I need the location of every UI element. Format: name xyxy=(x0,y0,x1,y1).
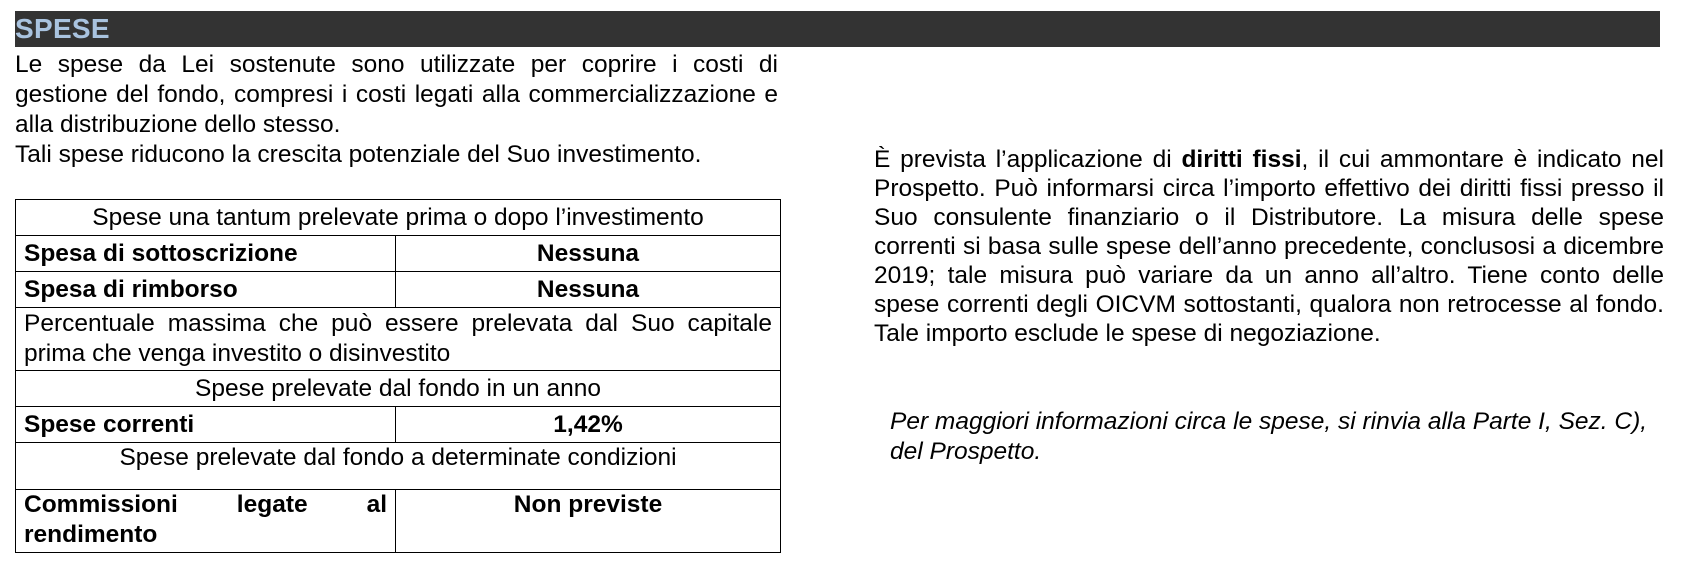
table-row xyxy=(16,407,781,443)
table-row xyxy=(16,272,781,308)
subscription-fee-label: Spesa di sottoscrizione xyxy=(16,236,396,272)
fees-table xyxy=(15,199,781,553)
table-row xyxy=(16,236,781,272)
one-off-fees-header: Spese una tantum prelevate prima o dopo l’investimento xyxy=(16,200,781,236)
ongoing-charges-label: Spese correnti xyxy=(16,407,396,443)
table-row xyxy=(16,308,781,371)
section-title: SPESE xyxy=(15,13,110,44)
table-row xyxy=(16,490,781,553)
table-row xyxy=(16,443,781,490)
performance-fee-label: Commissioni legate al rendimento xyxy=(16,490,396,553)
redemption-fee-value: Nessuna xyxy=(396,272,781,308)
conditional-fees-header: Spese prelevate dal fondo a determinate condizioni xyxy=(16,443,781,490)
max-percentage-note: Percentuale massima che può essere prelevata dal Suo capitale prima che venga investito o disinvestito xyxy=(16,308,781,371)
performance-fee-value: Non previste xyxy=(396,490,781,553)
redemption-fee-label: Spesa di rimborso xyxy=(16,272,396,308)
annual-fees-header: Spese prelevate dal fondo in un anno xyxy=(16,371,781,407)
fixed-fees-intro: È prevista l’applicazione di xyxy=(874,146,1182,173)
intro-text xyxy=(15,50,778,170)
fixed-fees-details: , il cui ammontare è indicato nel Prospetto. Può informarsi circa l’importo effettivo dei diritti fissi presso il Suo consulente finanziario o il Distributore. La misura delle spese correnti si basa sulle spese dell’anno precedente, conclusosi a dicembre 2019; tale misura può variare da un anno all’altro. Tiene conto delle spese correnti degli OICVM sottostanti, qualora non retrocesse al fondo. Tale importo esclude le spese di negoziazione. xyxy=(874,146,1664,347)
intro-paragraph-2: Tali spese riducono la crescita potenziale del Suo investimento. xyxy=(15,141,702,168)
fees-explanation-paragraph xyxy=(874,145,1664,348)
table-row xyxy=(16,200,781,236)
fees-explanation xyxy=(874,145,1664,348)
table-row xyxy=(16,371,781,407)
fixed-fees-term: diritti fissi xyxy=(1181,146,1302,173)
subscription-fee-value: Nessuna xyxy=(396,236,781,272)
ongoing-charges-value: 1,42% xyxy=(396,407,781,443)
intro-paragraph-1: Le spese da Lei sostenute sono utilizzate per coprire i costi di gestione del fondo, compresi i costi legati alla commercializzazione e alla distribuzione dello stesso. xyxy=(15,51,778,138)
section-header-bar xyxy=(15,11,1660,47)
prospectus-reference-note: Per maggiori informazioni circa le spese, si rinvia alla Parte I, Sez. C), del Prospetto. xyxy=(890,408,1648,465)
